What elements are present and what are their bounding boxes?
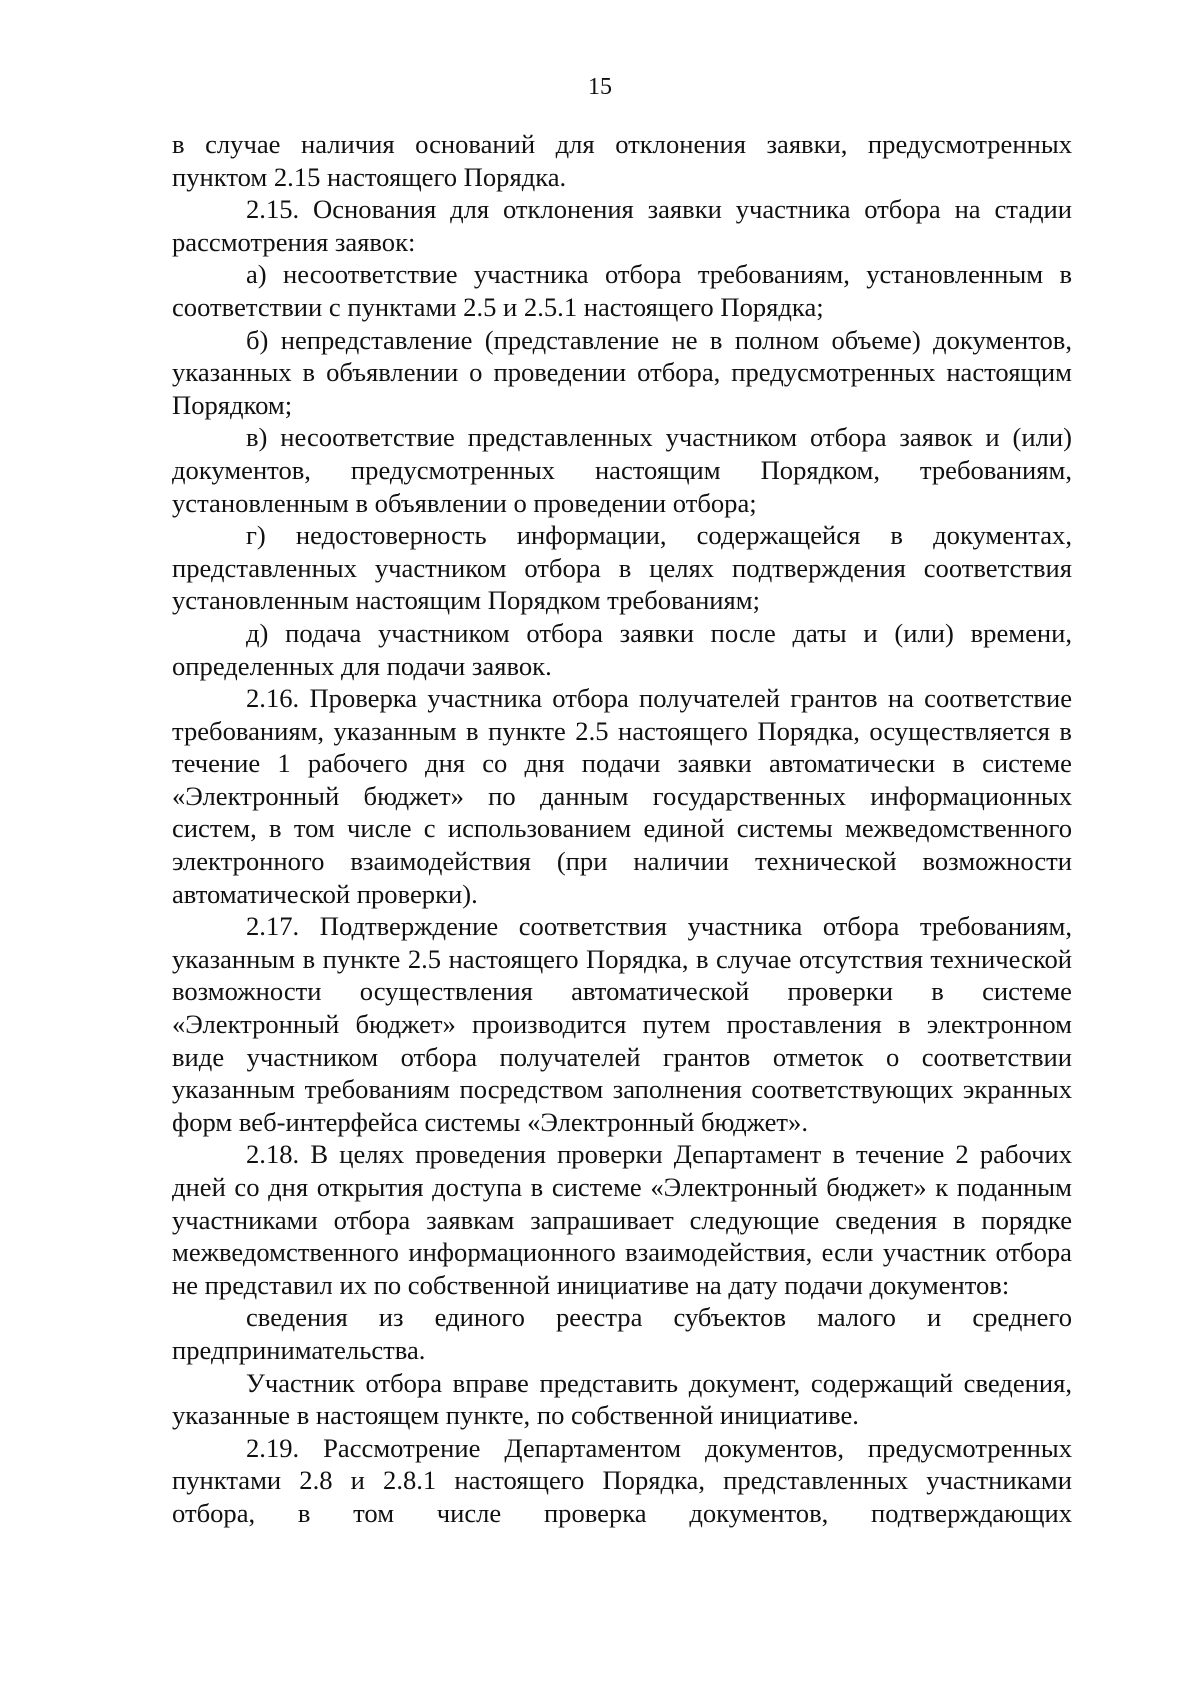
paragraph-2-16: 2.16. Проверка участника отбора получателей грантов на соответствие требованиям, указанным в пункте 2.5 настоящего Порядка, осуществляется в течение 1 рабочего дня со дня подачи заявки автоматически в системе «Электронный бюджет» по данным государственных информационных систем, в том числе с использованием единой системы межведомственного электронного взаимодействия (при наличии технической возможности автоматической проверки). — [172, 683, 1072, 909]
paragraph-2-15-b: б) непредставление (представление не в полном объеме) документов, указанных в объявлении о проведении отбора, предусмотренных настоящим Порядком; — [172, 324, 1072, 420]
paragraph-continuation: в случае наличия оснований для отклонения заявки, предусмотренных пунктом 2.15 настоящего Порядка. — [172, 129, 1072, 192]
paragraph-2-15-d: д) подача участником отбора заявки после даты и (или) времени, определенных для подачи заявок. — [172, 617, 1072, 681]
paragraph-2-15-v: в) несоответствие представленных участником отбора заявок и (или) документов, предусмотренных настоящим Порядком, требованиям, установленным в объявлении о проведении отбора; — [172, 422, 1072, 518]
paragraph-2-15: 2.15. Основания для отклонения заявки участника отбора на стадии рассмотрения заявок: — [172, 194, 1072, 257]
paragraph-2-19: 2.19. Рассмотрение Департаментом документов, предусмотренных пунктами 2.8 и 2.8.1 настоящего Порядка, представленных участниками отбора, в том числе проверка документов, подтверждающих — [172, 1432, 1072, 1528]
paragraph-2-15-a: а) несоответствие участника отбора требованиям, установленным в соответствии с пунктами 2.5 и 2.5.1 настоящего Порядка; — [172, 259, 1072, 322]
paragraph-2-18: 2.18. В целях проведения проверки Департамент в течение 2 рабочих дней со дня открытия доступа в системе «Электронный бюджет» к поданным участниками отбора заявкам запрашивает следующие сведения в порядке межведомственного информационного взаимодействия, если участник отбора не представил их по собственной инициативе на дату подачи документов: — [172, 1139, 1072, 1300]
paragraph-2-18-item: сведения из единого реестра субъектов малого и среднего предпринимательства. — [172, 1302, 1072, 1365]
document-body — [172, 128, 1072, 1530]
paragraph-2-15-g: г) недостоверность информации, содержащейся в документах, представленных участником отбора в целях подтверждения соответствия установленным настоящим Порядком требованиям; — [172, 520, 1072, 616]
paragraph-2-17: 2.17. Подтверждение соответствия участника отбора требованиям, указанным в пункте 2.5 настоящего Порядка, в случае отсутствия технической возможности осуществления автоматической проверки в системе «Электронный бюджет» производится путем проставления в электронном виде участником отбора получателей грантов отметок о соответствии указанным требованиям посредством заполнения соответствующих экранных форм веб-интерфейса системы «Электронный бюджет». — [172, 911, 1072, 1137]
page-number: 15 — [588, 74, 612, 100]
paragraph-2-18-note: Участник отбора вправе представить документ, содержащий сведения, указанные в настоящем пункте, по собственной инициативе. — [172, 1367, 1072, 1431]
